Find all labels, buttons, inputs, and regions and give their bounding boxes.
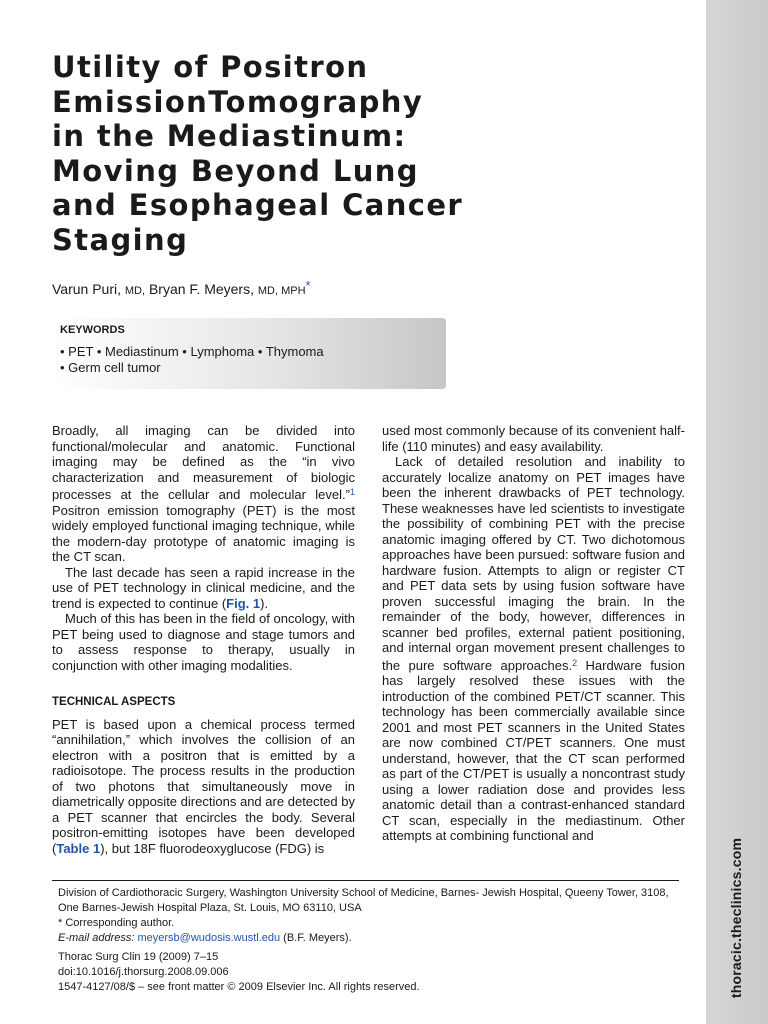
title-line: Utility of Positron [52, 50, 369, 84]
title-line: in the Mediastinum: [52, 119, 407, 153]
footer-divider [52, 880, 679, 881]
email-label: E-mail address: [58, 932, 135, 944]
doi: doi:10.1016/j.thorsurg.2008.09.006 [58, 966, 229, 978]
paragraph [52, 717, 355, 857]
figure-link[interactable]: Fig. 1 [226, 595, 261, 611]
paragraph: Much of this has been in the field of oncology, with PET being used to diagnose and stage tumors and to assess response to therapy, usually in conjunction with other imaging modalities. [52, 611, 355, 673]
affiliation-block [58, 886, 680, 946]
paragraph [52, 565, 355, 612]
citation: Thorac Surg Clin 19 (2009) 7–15 [58, 951, 219, 963]
paragraph [52, 423, 355, 565]
reference-link[interactable]: 2 [572, 657, 578, 668]
journal-info [58, 950, 680, 995]
journal-url-vertical: thoracic.theclinics.com [728, 837, 744, 999]
paragraph: used most commonly because of its convenient half-life (110 minutes) and easy availability. [382, 423, 685, 454]
title-line: Moving Beyond Lung [52, 153, 419, 188]
title-line: EmissionTomography [52, 84, 424, 119]
paragraph-text: ). [260, 595, 269, 611]
body-column-right [382, 423, 685, 844]
section-heading: TECHNICAL ASPECTS [52, 696, 176, 708]
title-line: and Esophageal Cancer [52, 188, 464, 222]
paragraph-text: ), but 18F fluorodeoxyglucose (FDG) is [100, 840, 325, 856]
reference-link[interactable]: 1 [349, 487, 355, 497]
paragraph-text: Hardware fusion has largely resolved these issues with the introduction of the combined PET/CT scanner. This technology has been commercially available since 2001 and most PET scanners in the United States are now combined CT/PET scanners. One must understand, however, that the CT scan performed as part of the CT/PET is usually a noncontrast study using a lower radiation dose and provides less anatomic detail than a contrast-enhanced standard CT scan, especially in the mediastinum. Other attempts at combining functional and [382, 657, 685, 843]
paragraph-text: The last decade has seen a rapid increase in the use of PET technology in clinical medicine, and the trend is expected to continue ( [52, 564, 355, 611]
body-column-left [52, 423, 355, 856]
keywords-line: • Germ cell tumor [60, 360, 161, 375]
author-list [52, 278, 311, 297]
table-link[interactable]: Table 1 [56, 840, 101, 856]
copyright: 1547-4127/08/$ – see front matter © 2009 Elsevier Inc. All rights reserved. [58, 981, 420, 993]
affiliation: Division of Cardiothoracic Surgery, Washington University School of Medicine, Barnes- Jewish Hospital, Queeny Tower, 3108, One Barnes-Jewish Hospital Plaza, St. Louis, MO 63110, USA [58, 887, 669, 914]
corresponding-author-marker[interactable]: * [305, 278, 311, 293]
author-name: Bryan F. Meyers, [148, 281, 254, 297]
author-degree: MD, [124, 285, 146, 297]
title-line: Staging [52, 222, 189, 257]
paragraph-text: Positron emission tomography (PET) is the most widely employed functional imaging technique, while the modern-day prototype of anatomic imaging is the CT scan. [52, 502, 355, 564]
author-name: Varun Puri, [52, 281, 121, 297]
paragraph-text: PET is based upon a chemical process termed “annihilation,” which involves the collision of an electron with a positron that is emitted by a radioisotope. The process results in the production of two photons that simultaneously move in diametrically opposite directions and are detected by a PET scanner that encircles the body. Several positron-emitting isotopes have been developed ( [52, 716, 355, 856]
keywords-heading: KEYWORDS [60, 324, 125, 336]
paragraph-text: Lack of detailed resolution and inability to accurately localize anatomy on PET images have been the inherent drawbacks of PET technology. These weaknesses have led scientists to investigate the possibility of combining PET with the precise anatomic imaging offered by CT. Two dichotomous approaches have been pursued: software fusion and hardware fusion. Attempts to align or register CT and PET data sets by using fusion software have proven successful imaging the brain. In the remainder of the body, however, differences in scanner bed profiles, external patient positioning, and internal organ movement present challenges to the pure software approaches. [382, 454, 685, 673]
email-line [58, 931, 680, 946]
keywords-line: • PET • Mediastinum • Lymphoma • Thymoma [60, 344, 324, 359]
article-title [52, 50, 502, 257]
author-degree: MD, MPH [257, 285, 306, 297]
email-suffix: (B.F. Meyers). [283, 932, 352, 944]
paragraph-text: Broadly, all imaging can be divided into functional/molecular and anatomic. Functional imaging may be defined as the “in vivo characterization and measurement of biologic processes at the cellular and molecular level.” [52, 423, 355, 502]
paragraph [382, 454, 685, 844]
corresponding-note: * Corresponding author. [58, 917, 175, 929]
keywords-box [52, 318, 446, 389]
email-link[interactable]: meyersb@wudosis.wustl.edu [137, 932, 281, 944]
